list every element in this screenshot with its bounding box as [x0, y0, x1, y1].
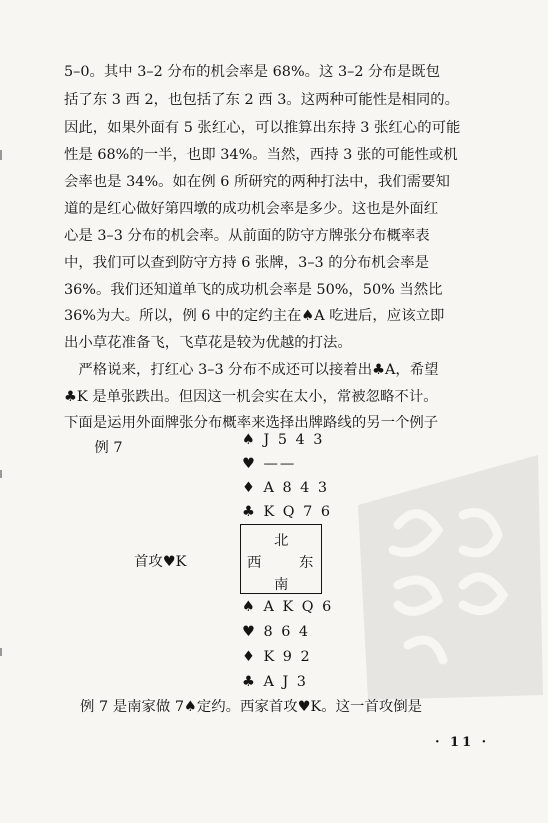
paragraph-line-4: 性是 68%的一半，也即 34%。当然，西持 3 张的可能性或机 [64, 147, 458, 163]
north-hearts: ♥ —— [242, 456, 297, 472]
south-spades: ♠ A K Q 6 [242, 599, 334, 615]
paragraph-line-10: 36%为大。所以，例 6 中的定约主在♠A 吃进后，应该立即 [64, 308, 445, 324]
opening-lead-label: 首攻♥K [134, 554, 187, 570]
north-diamonds: ♦ A 8 4 3 [242, 480, 330, 496]
north-clubs: ♣ K Q 7 6 [242, 504, 333, 520]
library-stamp-watermark [338, 445, 548, 705]
paragraph-line-7: 心是 3–3 分布的机会率。从前面的防守方牌张分布概率表 [64, 228, 430, 244]
example-label: 例 7 [80, 440, 123, 456]
paragraph-line-1: 5–0。其中 3–2 分布的机会率是 68%。这 3–2 分布是既包 [64, 64, 441, 80]
page-number: · 11 · [435, 735, 490, 750]
scan-edge-mark [0, 470, 2, 478]
paragraph-line-12: 严格说来，打红心 3–3 分布不成还可以接着出♣A，希望 [64, 362, 439, 378]
compass-table-box [240, 524, 322, 594]
south-clubs: ♣ A J 3 [242, 674, 308, 690]
paragraph-line-2: 括了东 3 西 2，也包括了东 2 西 3。这两种可能性是相同的。 [64, 92, 460, 108]
paragraph-line-3: 因此，如果外面有 5 张红心，可以推算出东持 3 张红心的可能 [64, 120, 461, 136]
scan-edge-mark [0, 150, 2, 160]
paragraph-line-11: 出小草花准备飞，飞草花是较为优越的打法。 [64, 335, 352, 351]
south-hearts: ♥ 8 6 4 [242, 624, 311, 640]
closing-line: 例 7 是南家做 7♠定约。西家首攻♥K。这一首攻倒是 [80, 699, 423, 715]
paragraph-line-14: 下面是运用外面牌张分布概率来选择出牌路线的另一个例子 [64, 415, 439, 431]
compass-west: 西 [247, 555, 262, 571]
paragraph-line-6: 道的是红心做好第四墩的成功机会率是多少。这也是外面红 [64, 201, 439, 217]
scan-edge-mark [0, 648, 2, 656]
compass-east: 东 [299, 555, 314, 571]
north-spades: ♠ J 5 4 3 [242, 432, 325, 448]
compass-south: 南 [274, 577, 289, 593]
paragraph-line-13: ♣K 是单张跌出。但因这一机会实在太小，常被忽略不计。 [64, 389, 438, 405]
paragraph-line-9: 36%。我们还知道单飞的成功机会率是 50%，50% 当然比 [64, 282, 443, 298]
paragraph-line-8: 中，我们可以查到防守方持 6 张牌，3–3 的分布机会率是 [64, 255, 429, 271]
south-diamonds: ♦ K 9 2 [242, 649, 312, 665]
compass-north: 北 [274, 533, 289, 549]
paragraph-line-5: 会率也是 34%。如在例 6 所研究的两种打法中，我们需要知 [64, 174, 450, 190]
